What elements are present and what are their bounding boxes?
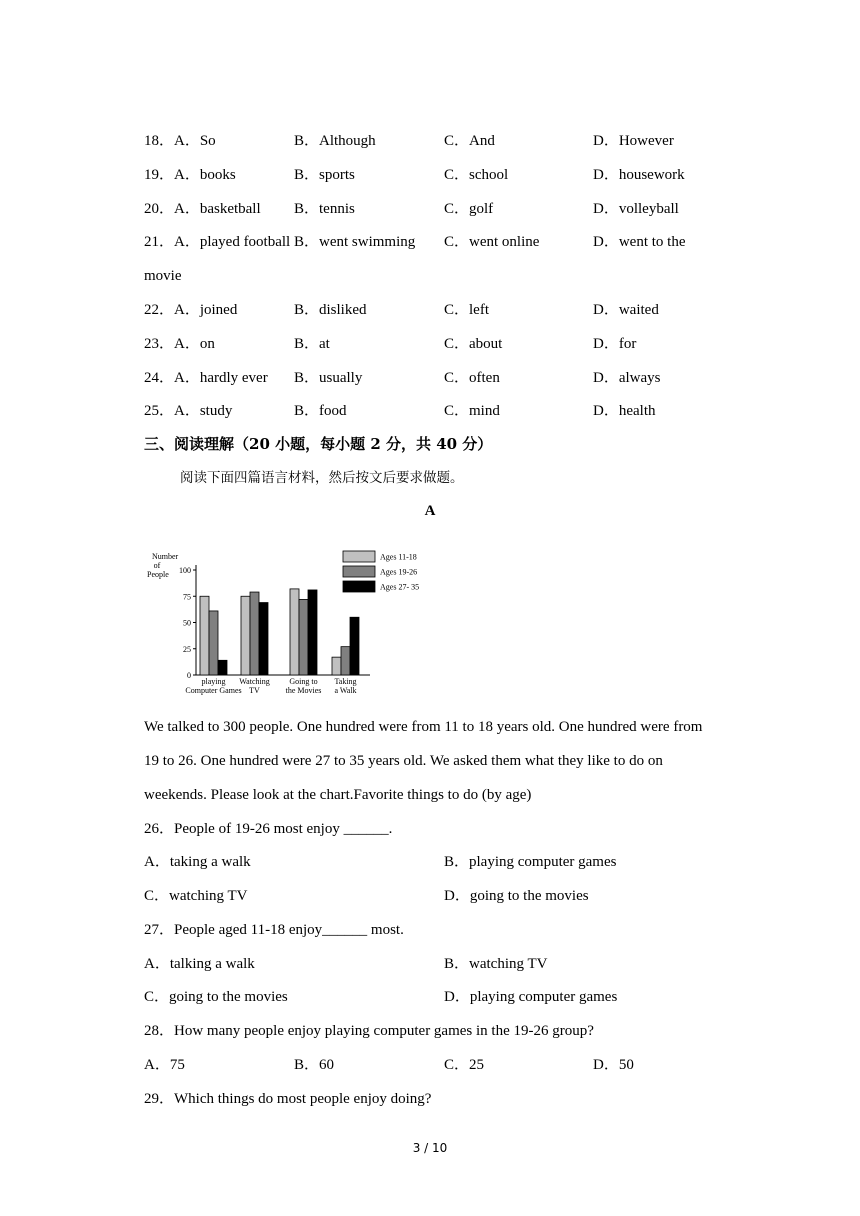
passage-line-3: weekends. Please look at the chart.Favorite things to do (by age) — [144, 787, 532, 803]
question-number: 21． — [144, 234, 175, 250]
bar — [250, 592, 259, 675]
option-a: A．study — [174, 403, 233, 419]
y-axis-label: of — [153, 561, 161, 570]
bar — [259, 603, 268, 675]
option-b: B．playing computer games — [444, 854, 617, 870]
option-d: D．going to the movies — [444, 888, 589, 904]
question-28-stem: 28．How many people enjoy playing computer games in the 19-26 group? — [144, 1023, 594, 1039]
bar — [209, 611, 218, 675]
y-tick-label: 50 — [183, 618, 191, 628]
legend-swatch — [343, 581, 375, 592]
option-a: A．So — [174, 133, 216, 149]
bar — [308, 590, 317, 675]
option-c: C．often — [444, 370, 500, 386]
option-d: D．always — [593, 370, 661, 386]
legend-label: Ages 19-26 — [380, 567, 418, 577]
option-c: C．went online — [444, 234, 540, 250]
legend-swatch — [343, 551, 375, 562]
legend-label: Ages 11-18 — [380, 552, 417, 562]
x-tick-label: the Movies — [285, 686, 322, 695]
bar — [341, 647, 350, 675]
question-27-options-row2 — [144, 987, 618, 1007]
question-21-wrap: movie — [144, 268, 182, 284]
question-26-stem: 26．People of 19-26 most enjoy ______. — [144, 821, 393, 837]
option-a: A．75 — [144, 1057, 185, 1073]
option-d: D．volleyball — [593, 201, 679, 217]
question-number: 19． — [144, 167, 175, 183]
x-tick-label: Taking — [334, 677, 357, 686]
y-tick-label: 0 — [187, 671, 191, 680]
option-d: D．for — [593, 336, 637, 352]
option-a: A．basketball — [174, 201, 261, 217]
bar — [332, 657, 341, 675]
option-b: B．watching TV — [444, 956, 548, 972]
option-c: C．mind — [444, 403, 500, 419]
option-b: B．food — [294, 403, 347, 419]
section-heading: 三、阅读理解（20 小题，每小题 2 分，共 40 分） — [144, 435, 493, 453]
option-b: B．tennis — [294, 201, 355, 217]
question-number: 23． — [144, 336, 175, 352]
option-b: B．went swimming — [294, 234, 416, 250]
x-tick-label: Watching — [239, 677, 270, 686]
question-number: 24． — [144, 370, 175, 386]
y-axis-label: People — [147, 570, 169, 579]
page-number: 3 / 10 — [412, 1141, 448, 1155]
option-d: D．playing computer games — [444, 989, 618, 1005]
option-a: A．played football — [174, 234, 291, 250]
bar — [299, 599, 308, 675]
option-a: A．books — [174, 167, 236, 183]
bar — [241, 596, 250, 675]
x-tick-label: TV — [249, 686, 260, 695]
question-26-options-row2 — [144, 886, 589, 906]
option-d: D．housework — [593, 167, 685, 183]
x-tick-label: a Walk — [334, 686, 357, 695]
option-c: C．school — [444, 167, 509, 183]
option-d: D．50 — [593, 1057, 634, 1073]
question-29-stem: 29．Which things do most people enjoy doing? — [144, 1091, 432, 1107]
option-c: C．And — [444, 133, 495, 149]
option-c: C．watching TV — [144, 888, 248, 904]
option-c: C．25 — [444, 1057, 485, 1073]
option-c: C．left — [444, 302, 489, 318]
option-a: A．taking a walk — [144, 854, 251, 870]
option-a: A．talking a walk — [144, 956, 255, 972]
option-c: C．going to the movies — [144, 989, 288, 1005]
option-b: B．disliked — [294, 302, 367, 318]
x-tick-label: playing — [201, 677, 226, 686]
y-axis-label: Number — [152, 552, 179, 561]
legend-label: Ages 27- 35 — [380, 582, 420, 592]
passage-line-1: We talked to 300 people. One hundred were from 11 to 18 years old. One hundred were from — [144, 719, 703, 735]
option-b: B．usually — [294, 370, 363, 386]
question-26-options-row1 — [144, 852, 617, 872]
option-d: D．health — [593, 403, 656, 419]
question-27-stem: 27．People aged 11-18 enjoy______ most. — [144, 922, 404, 938]
option-a: A．joined — [174, 302, 238, 318]
option-c: C．about — [444, 336, 503, 352]
option-d: D．waited — [593, 302, 659, 318]
question-number: 20． — [144, 201, 175, 217]
option-b: B．at — [294, 336, 330, 352]
passage-line-2: 19 to 26. One hundred were 27 to 35 years old. We asked them what they like to do on — [144, 753, 663, 769]
x-tick-label: Going to — [289, 677, 318, 686]
option-d: D．went to the — [593, 234, 686, 250]
question-number: 25． — [144, 403, 175, 419]
legend-swatch — [343, 566, 375, 577]
option-a: A．on — [174, 336, 215, 352]
bar — [290, 589, 299, 675]
question-27-options-row1 — [144, 954, 548, 974]
question-number: 22． — [144, 302, 175, 318]
bar — [350, 617, 359, 675]
option-d: D．However — [593, 133, 674, 149]
y-tick-label: 25 — [183, 644, 191, 654]
option-b: B．sports — [294, 167, 355, 183]
x-tick-label: Computer Games — [185, 686, 242, 695]
question-number: 18． — [144, 133, 175, 149]
passage-title: A — [424, 503, 436, 519]
option-c: C．golf — [444, 201, 494, 217]
bar — [218, 660, 227, 675]
option-b: B．60 — [294, 1057, 335, 1073]
option-b: B．Although — [294, 133, 376, 149]
y-tick-label: 100 — [179, 566, 191, 575]
option-a: A．hardly ever — [174, 370, 268, 386]
section-intro: 阅读下面四篇语言材料，然后按文后要求做题。 — [180, 470, 464, 486]
bar-chart — [140, 540, 440, 700]
y-tick-label: 75 — [183, 592, 191, 602]
bar — [200, 596, 209, 675]
